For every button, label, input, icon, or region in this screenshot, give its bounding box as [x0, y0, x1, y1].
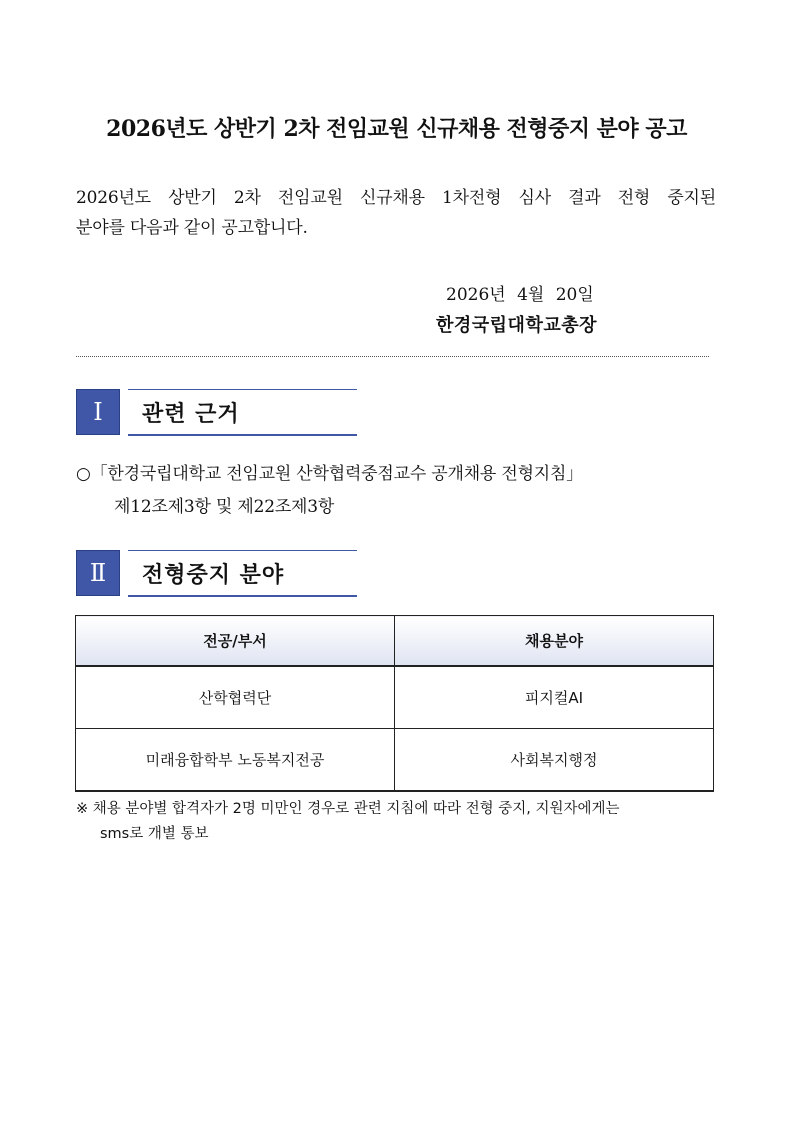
table-cell-department: 미래융합학부 노동복지전공 — [76, 729, 395, 792]
table-cell-field: 사회복지행정 — [395, 729, 714, 792]
section-title: 관련 근거 — [142, 402, 240, 427]
section-number-badge: Ⅰ — [76, 389, 120, 435]
section-heading-suspended — [76, 550, 357, 598]
table-cell-field: 피지컬AI — [395, 666, 714, 729]
intro-line-2: 분야를 다음과 같이 공고합니다. — [76, 218, 308, 238]
basis-text — [76, 458, 736, 524]
section-number-badge: Ⅱ — [76, 550, 120, 596]
table-row — [76, 666, 714, 729]
heading-rule-top — [128, 389, 357, 390]
intro-paragraph — [76, 183, 716, 243]
heading-rule-bottom — [128, 434, 357, 436]
column-header-department: 전공/부서 — [76, 616, 395, 667]
footnote — [76, 797, 721, 847]
intro-line-1: 2026년도 상반기 2차 전임교원 신규채용 1차전형 심사 결과 전형 중지된 — [76, 188, 716, 208]
section-heading-basis — [76, 389, 357, 437]
dotted-divider — [76, 356, 709, 357]
heading-rule-top — [128, 550, 357, 551]
table-cell-department: 산학협력단 — [76, 666, 395, 729]
table-header-row — [76, 616, 714, 667]
announcement-date: 2026년 4월 20일 — [446, 285, 594, 305]
column-header-field: 채용분야 — [395, 616, 714, 667]
basis-line-1: ○「한경국립대학교 전임교원 산학협력중점교수 공개채용 전형지침」 — [76, 464, 584, 484]
footnote-line-2: sms로 개별 통보 — [100, 826, 209, 842]
document-title: 2026년도 상반기 2차 전임교원 신규채용 전형중지 분야 공고 — [106, 116, 687, 142]
suspended-fields-table — [75, 615, 714, 792]
heading-rule-bottom — [128, 595, 357, 597]
table-row — [76, 729, 714, 792]
issuer-name: 한경국립대학교총장 — [436, 315, 597, 336]
basis-line-2: 제12조제3항 및 제22조제3항 — [114, 497, 335, 517]
footnote-line-1: ※ 채용 분야별 합격자가 2명 미만인 경우로 관련 지침에 따라 전형 중지, 지원자에게는 — [76, 801, 620, 817]
section-title: 전형중지 분야 — [142, 563, 285, 588]
